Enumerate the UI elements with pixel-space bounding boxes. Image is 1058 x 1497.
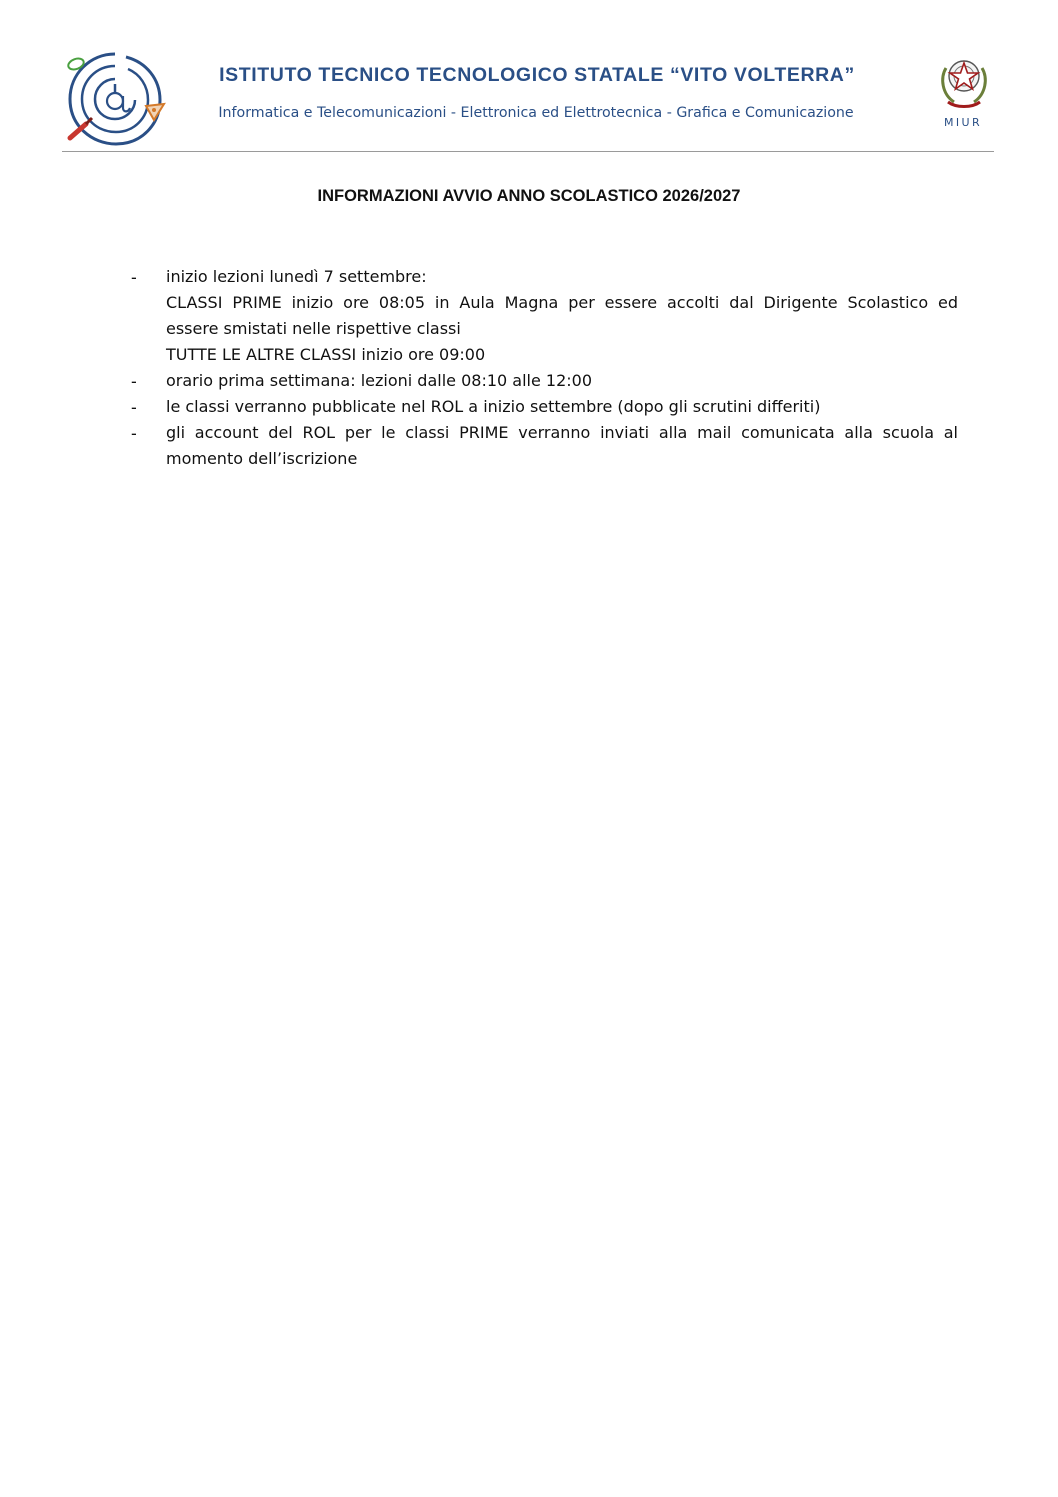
list-bullet: - [131, 423, 137, 443]
letterhead [62, 42, 996, 150]
list-bullet: - [131, 267, 137, 287]
list-line: orario prima settimana: lezioni dalle 08:10 alle 12:00 [166, 371, 593, 390]
document-title: INFORMAZIONI AVVIO ANNO SCOLASTICO 2026/2027 [317, 187, 741, 205]
list-item [128, 368, 958, 394]
school-logo-icon [62, 46, 168, 152]
miur-emblem-block [930, 46, 996, 136]
list-line: gli account del ROL per le classi PRIME verranno inviati alla mail comunicata alla scuola al [166, 423, 958, 442]
list-item [128, 420, 958, 472]
list-item [128, 394, 958, 420]
header-divider [62, 151, 994, 152]
list-bullet: - [131, 371, 137, 391]
italian-republic-emblem-icon [936, 48, 992, 110]
institute-name: ISTITUTO TECNICO TECNOLOGICO STATALE “VITO VOLTERRA” [219, 64, 855, 86]
list-bullet: - [131, 397, 137, 417]
list-line: inizio lezioni lunedì 7 settembre: [166, 267, 427, 286]
info-list [128, 264, 958, 472]
list-line: le classi verranno pubblicate nel ROL a inizio settembre (dopo gli scrutini differiti) [166, 397, 821, 416]
list-line: essere smistati nelle rispettive classi [166, 319, 461, 338]
institute-departments: Informatica e Telecomunicazioni - Elettronica ed Elettrotecnica - Grafica e Comunicazione [218, 105, 854, 121]
list-line: momento dell’iscrizione [166, 449, 358, 468]
list-item [128, 264, 958, 368]
miur-label: MIUR [943, 116, 983, 129]
list-line: TUTTE LE ALTRE CLASSI inizio ore 09:00 [166, 345, 486, 364]
list-line: CLASSI PRIME inizio ore 08:05 in Aula Magna per essere accolti dal Dirigente Scolastico ed [166, 293, 958, 312]
